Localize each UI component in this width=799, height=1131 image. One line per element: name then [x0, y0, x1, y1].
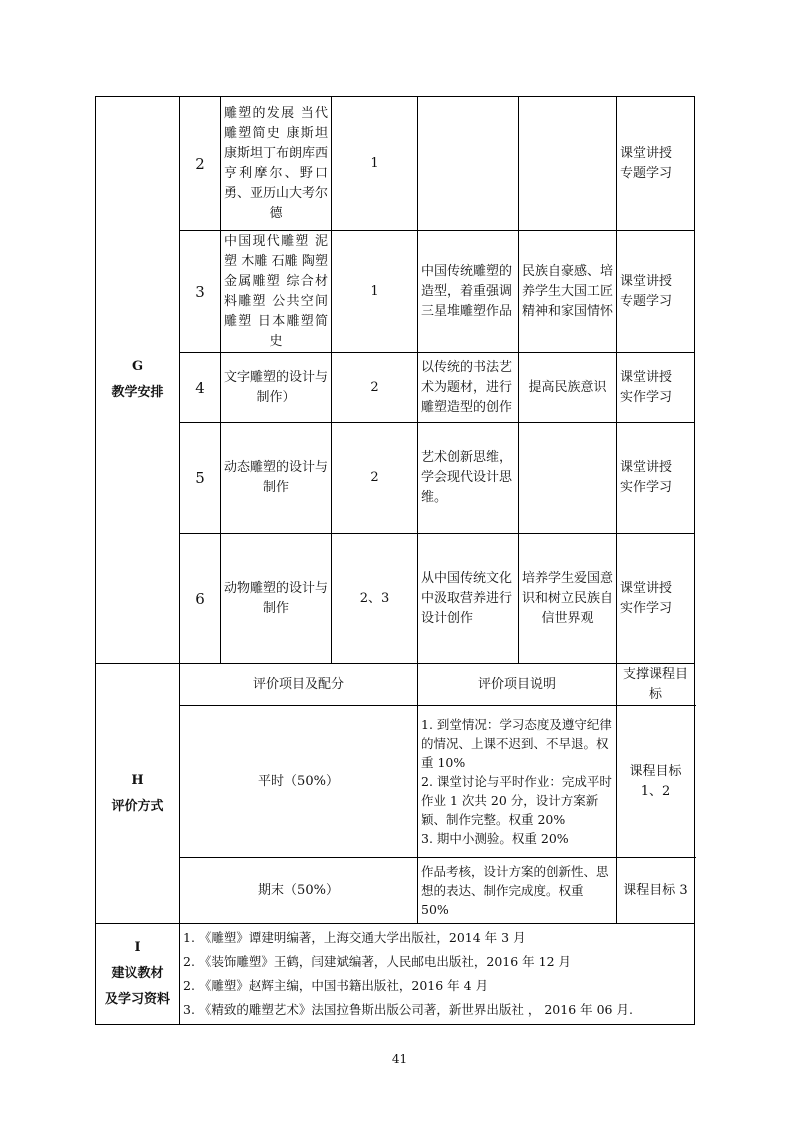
- evaluation-desc-line: 1. 到堂情况：学习态度及遵守纪律的情况、上课不迟到、不早退。权重 10%: [421, 717, 612, 770]
- method-line: 课堂讲授: [620, 460, 673, 475]
- reference-item: 2. 《装饰雕塑》王鹤，闫建斌编著，人民邮电出版社，2016 年 12 月: [183, 954, 572, 969]
- course-table: [95, 96, 695, 1025]
- schedule-no: 6: [180, 534, 221, 664]
- schedule-no: 2: [180, 97, 221, 231]
- schedule-no: 5: [180, 423, 221, 534]
- schedule-row: [96, 353, 695, 423]
- schedule-method: [617, 423, 695, 534]
- schedule-content: 雕塑的发展 当代雕塑简史 康斯坦康斯坦丁布朗库西 亨利摩尔、野口勇、亚历山大考尔德: [221, 97, 332, 231]
- schedule-hours: 2: [332, 353, 418, 423]
- schedule-ideology: 提高民族意识: [519, 353, 617, 423]
- schedule-content: 动物雕塑的设计与制作: [221, 534, 332, 664]
- evaluation-desc-line: 作品考核，设计方案的创新性、思想的表达、制作完成度。权重 50%: [421, 864, 609, 917]
- section-i-title-line: 建议教材: [111, 966, 164, 981]
- schedule-hours: 1: [332, 231, 418, 353]
- section-g-title: 教学安排: [111, 385, 164, 400]
- evaluation-row: [96, 706, 695, 858]
- schedule-method: [617, 534, 695, 664]
- reference-item: 3. 《精致的雕塑艺术》法国拉鲁斯出版公司著，新世界出版社 ， 2016 年 06 月.: [183, 1002, 633, 1017]
- evaluation-desc: [418, 706, 617, 858]
- method-line: 实作学习: [620, 480, 673, 495]
- schedule-hours: 1: [332, 97, 418, 231]
- schedule-requirement: [418, 97, 519, 231]
- evaluation-item: 平时（50%）: [180, 706, 418, 858]
- schedule-ideology: [519, 97, 617, 231]
- method-line: 实作学习: [620, 600, 673, 616]
- schedule-no: 3: [180, 231, 221, 353]
- section-h-code: H: [131, 772, 144, 788]
- schedule-method: [617, 231, 695, 353]
- schedule-ideology: 培养学生爱国意识和树立民族自信世界观: [519, 534, 617, 664]
- section-i-code: I: [134, 940, 141, 955]
- evaluation-target: 课程目标 3: [617, 858, 695, 924]
- reference-item: 1. 《雕塑》谭建明编著，上海交通大学出版社，2014 年 3 月: [183, 930, 526, 945]
- schedule-row: [96, 97, 695, 231]
- section-i-label: [96, 924, 180, 1025]
- evaluation-row: [96, 858, 695, 924]
- method-line: 课堂讲授: [620, 273, 673, 289]
- schedule-requirement: 中国传统雕塑的造型，着重强调三星堆雕塑作品: [418, 231, 519, 353]
- method-line: 课堂讲授: [620, 580, 673, 596]
- schedule-hours: 2: [332, 423, 418, 534]
- schedule-ideology: [519, 423, 617, 534]
- schedule-content: 动态雕塑的设计与制作: [221, 423, 332, 534]
- evaluation-header-item: 评价项目及配分: [180, 664, 418, 706]
- method-line: 课堂讲授: [620, 145, 673, 161]
- evaluation-desc-line: 2. 课堂讨论与平时作业：完成平时作业 1 次共 20 分，设计方案新颖、制作完整。权重 20%: [421, 774, 612, 827]
- schedule-hours: 2、3: [332, 534, 418, 664]
- schedule-row: [96, 534, 695, 664]
- schedule-row: [96, 423, 695, 534]
- schedule-requirement: 从中国传统文化中汲取营养进行设计创作: [418, 534, 519, 664]
- method-line: 专题学习: [620, 165, 673, 181]
- section-h-label: [96, 664, 180, 924]
- references-row: [96, 924, 695, 1025]
- schedule-requirement: 艺术创新思维，学会现代设计思维。: [418, 423, 519, 534]
- reference-item: 2. 《雕塑》赵辉主编，中国书籍出版社，2016 年 4 月: [183, 978, 489, 993]
- schedule-method: [617, 97, 695, 231]
- section-g-code: G: [131, 359, 144, 374]
- method-line: 课堂讲授: [620, 369, 673, 385]
- evaluation-target: 课程目标 1、2: [617, 706, 695, 858]
- evaluation-header-target: 支撑课程目标: [617, 664, 695, 706]
- schedule-content: 文字雕塑的设计与制作）: [221, 353, 332, 423]
- schedule-ideology: 民族自豪感、培养学生大国工匠精神和家国情怀: [519, 231, 617, 353]
- schedule-row: [96, 231, 695, 353]
- section-h-title: 评价方式: [111, 798, 164, 814]
- page-number: 41: [391, 1052, 408, 1066]
- evaluation-header-desc: 评价项目说明: [418, 664, 617, 706]
- evaluation-item: 期末（50%）: [180, 858, 418, 924]
- section-i-title-line: 及学习资料: [104, 992, 170, 1007]
- schedule-requirement: 以传统的书法艺术为题材，进行雕塑造型的创作: [418, 353, 519, 423]
- evaluation-header-row: [96, 664, 695, 706]
- section-g-label: [96, 97, 180, 664]
- schedule-no: 4: [180, 353, 221, 423]
- method-line: 实作学习: [620, 389, 673, 405]
- evaluation-desc: [418, 858, 617, 924]
- evaluation-desc-line: 3. 期中小测验。权重 20%: [421, 831, 569, 846]
- schedule-content: 中国现代雕塑 泥塑 木雕 石雕 陶塑 金属雕塑 综合材料雕塑 公共空间雕塑 日本雕塑简史: [221, 231, 332, 353]
- schedule-method: [617, 353, 695, 423]
- references-list: [180, 924, 695, 1025]
- method-line: 专题学习: [620, 293, 673, 309]
